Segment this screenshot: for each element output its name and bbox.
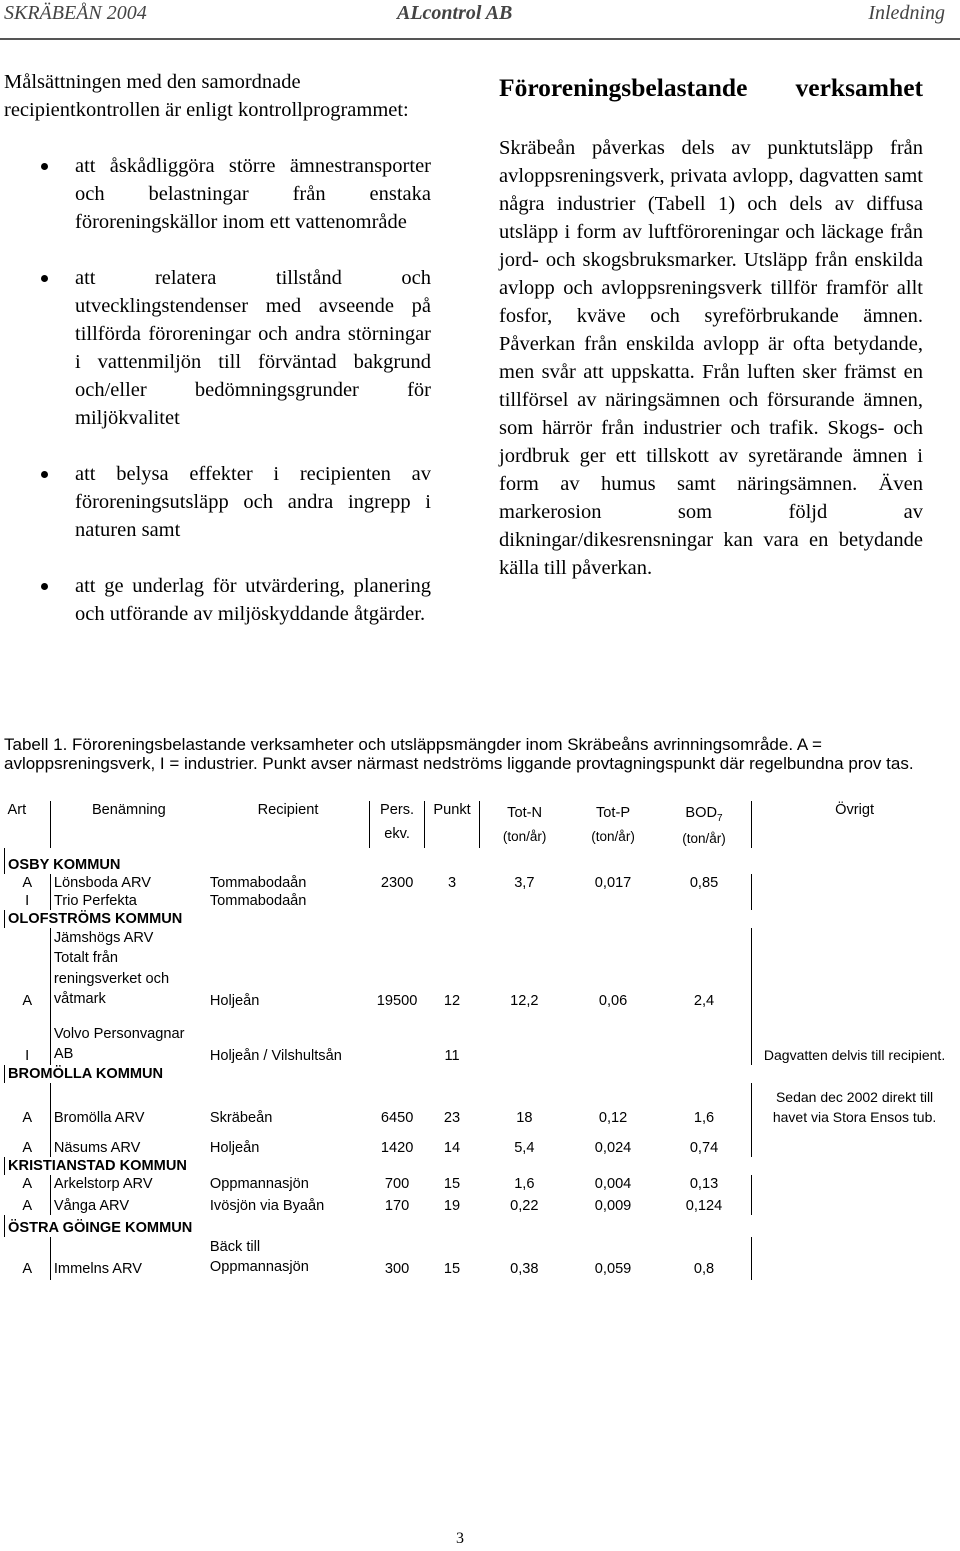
table-row: A Lönsboda ARV Tommabodaån 2300 3 3,7 0,017 0,85 [5,874,958,892]
bullet-icon [41,163,48,170]
list-item: att relatera tillstånd och utvecklingstendenser med avseende på tillförda föroreningar och andra störningar i vattenmiljön till förväntad bakgrund och/eller bedömningsgrunder för miljökvalitet [4,264,431,432]
left-column [4,68,431,656]
header-art: Art [7,802,27,818]
header-right: Inledning [868,2,945,24]
header-left: SKRÄBEÅN 2004 [4,2,147,24]
header-totn: Tot-N (ton/år) [480,801,570,848]
header-rule [0,38,960,40]
municipality-header: OSBY KOMMUN [5,848,958,874]
header-bod: $BOD_7$ (ton/år) [682,805,726,846]
goal-list [4,152,431,628]
header-punkt: Punkt [425,801,480,848]
table-row: A Arkelstorp ARV Oppmannasjön 700 15 1,6 0,004 0,13 [5,1175,958,1193]
right-column [499,72,923,582]
table-row: A Jämshögs ARV Totalt från reningsverket och våtmark Holjeån 19500 12 12,2 0,06 2,4 [5,928,958,1010]
list-item: att åskådliggöra större ämnestransporter och belastningar från enstaka föroreningskällor inom ett vattenområde [4,152,431,236]
header-recipient: Recipient [257,802,319,818]
intro-paragraph: Målsättningen med den samordnade recipientkontrollen är enligt kontrollprogrammet: [4,71,409,121]
header-ovrigt: Övrigt [752,801,957,848]
table-row: A Immelns ARV Bäck till Oppmannasjön 300 15 0,38 0,059 0,8 [5,1237,958,1280]
list-item: att ge underlag för utvärdering, planering och utförande av miljöskyddande åtgärder. [4,572,431,628]
emissions-table [4,801,957,1280]
header-center: ALcontrol AB [397,2,513,24]
bullet-icon [41,583,48,590]
header-totp: Tot-P (ton/år) [591,805,635,844]
header-pers: Pers. ekv. [370,801,425,848]
table-header-row [5,801,958,848]
page-number: 3 [456,1530,464,1547]
table-row: I Trio Perfekta Tommabodaån [5,892,958,910]
table-caption: Tabell 1. Föroreningsbelastande verksamheter och utsläppsmängder inom Skräbeåns avrinningsområde. A = avloppsreningsverk, I = industrier. Punkt avser närmast nedströms liggande provtagningspunkt där regelbundna prov tas. [4,735,914,773]
bullet-icon [41,471,48,478]
note-bromolla: Sedan dec 2002 direkt till havet via Stora Ensos tub. [752,1083,957,1127]
municipality-header: BROMÖLLA KOMMUN [5,1065,958,1083]
municipality-header: ÖSTRA GÖINGE KOMMUN [5,1215,958,1237]
page-header [0,0,960,42]
table-row: A Vånga ARV Ivösjön via Byaån 170 19 0,22 0,009 0,124 [5,1193,958,1215]
table-row: I Volvo Personvagnar AB Holjeån / Vilshultsån 11 Dagvatten delvis till recipient. [5,1010,958,1065]
list-item: att belysa effekter i recipienten av föroreningsutsläpp och andra ingrepp i naturen samt [4,460,431,544]
municipality-header: OLOFSTRÖMS KOMMUN [5,910,958,928]
section-body: Skräbeån påverkas dels av punktutsläpp från avloppsreningsverk, privata avlopp, dagvatten samt några industrier (Tabell 1) och dels av diffusa utsläpp i form av luftföroreningar och läckage från jord- och skogsbruksmarker. Utsläpp från enskilda avlopp och avloppsreningsverk tillför framför allt fosfor, kväve och syreförbrukande ämnen. Påverkan från enskilda avlopp är ofta betydande, men svår att uppskatta. Från luften sker främst en tillförsel av näringsämnen och försurande ämnen, som härrör från industrier och trafik. Skogs- och jordbruk ger ett tillskott av syretärande ämnen i form av humus samt näringsämnen. Även markerosion som följd av dikningar/dikesrensningar kan vara en betydande källa till påverkan. [499,137,923,579]
table-row: A Bromölla ARV Skräbeån 6450 23 18 0,12 1,6 Sedan dec 2002 direkt till havet via Stora Ensos tub. [5,1083,958,1127]
bullet-icon [41,275,48,282]
municipality-header: KRISTIANSTAD KOMMUN [5,1157,958,1175]
table-row: A Näsums ARV Holjeån 1420 14 5,4 0,024 0,74 [5,1127,958,1157]
section-heading: Föroreningsbelastande verksamhet [499,73,923,102]
header-benamning: Benämning [50,801,207,848]
note-volvo: Dagvatten delvis till recipient. [752,1010,957,1065]
